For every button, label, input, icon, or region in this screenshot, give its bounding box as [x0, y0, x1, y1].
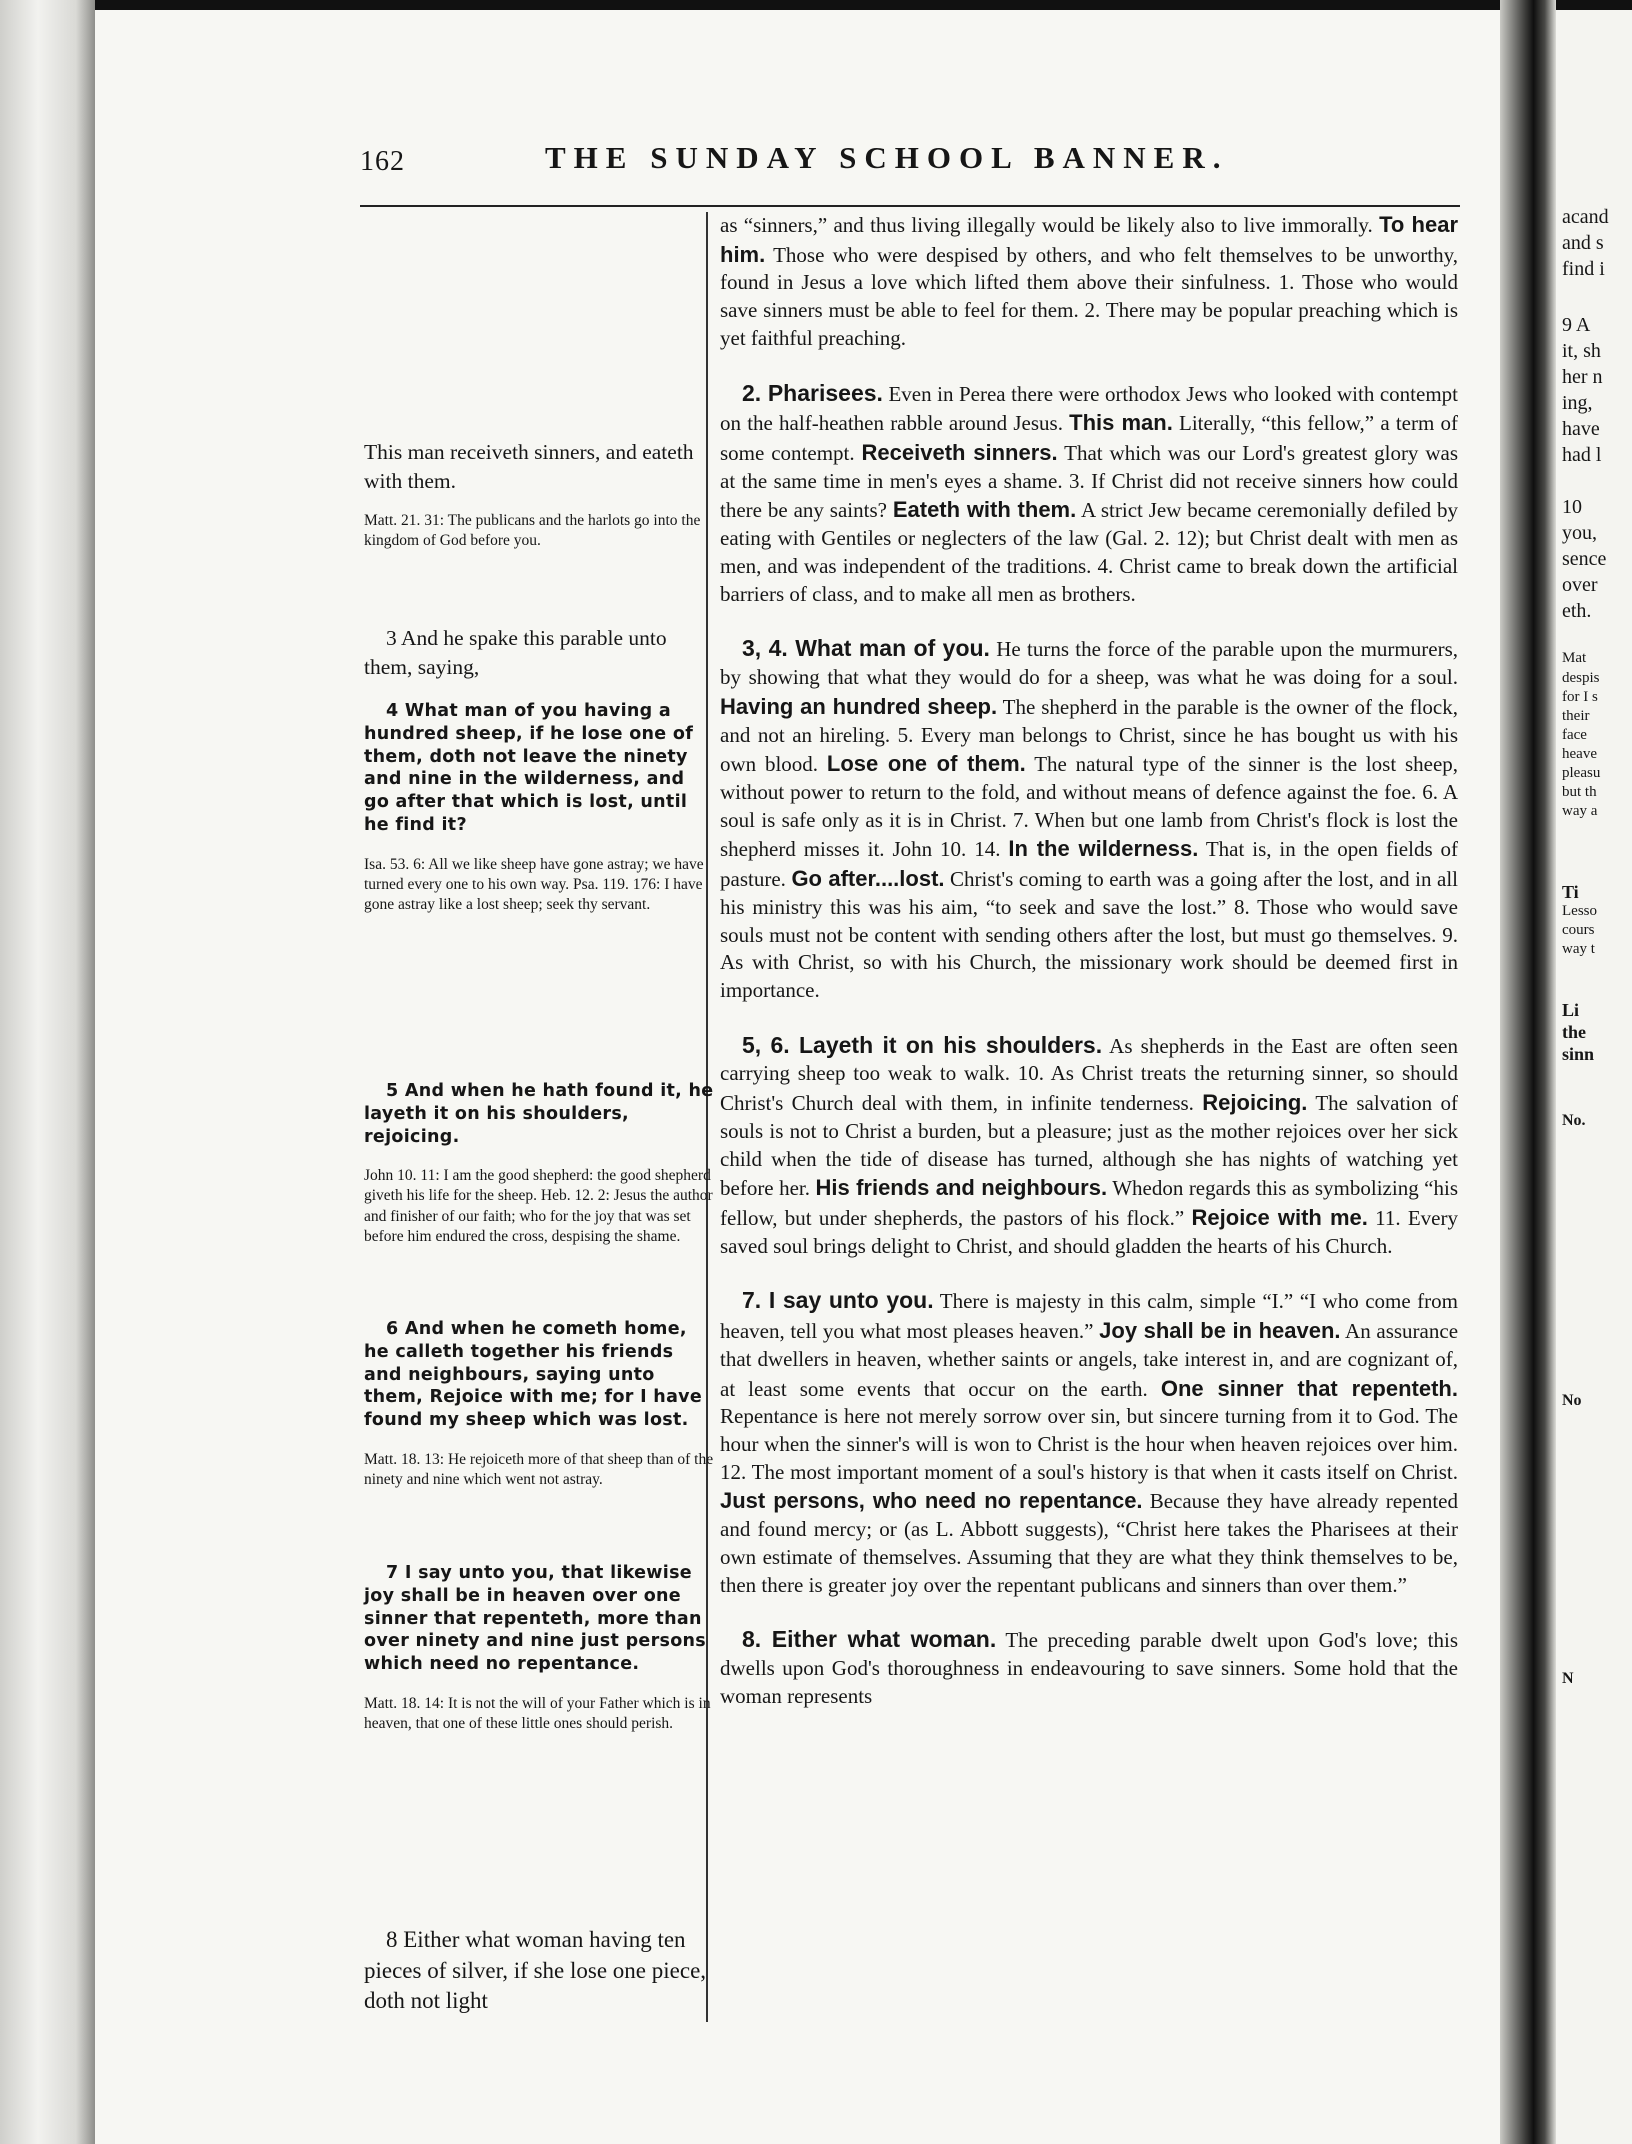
note-text: Literally, “this fellow,” a term of some contempt. [720, 411, 1459, 466]
note-keyword: Receiveth sinners. [861, 440, 1058, 466]
next-page-fragment: 10 [1562, 496, 1582, 518]
page-number: 162 [360, 146, 405, 177]
next-page-fragment: you, [1562, 522, 1597, 544]
verse-7-reference: Matt. 18. 14: It is not the will of your Father which is in heaven, that one of these little ones should perish. [364, 1694, 711, 1732]
verse-8-block [364, 1925, 714, 2017]
next-page-fragment: despis [1562, 670, 1600, 686]
book-gutter-shadow [1500, 0, 1556, 2144]
note-keyword: 5, 6. Layeth it on his shoulders. [742, 1031, 1103, 1058]
verse-7-block [364, 1562, 714, 1734]
next-page-fragment: N [1562, 1670, 1574, 1687]
next-page-fragment: had l [1562, 444, 1602, 466]
note-keyword: Go after....lost. [791, 866, 945, 892]
next-page-fragment: 9 A [1562, 314, 1591, 336]
next-page-fragment: over [1562, 574, 1598, 596]
note-text: Even in Perea there were orthodox Jews who looked with contempt on the half-heathen rabble around Jesus. [720, 381, 1458, 436]
verse-5-text: 5 And when he hath found it, he layeth it on his shoulders, rejoicing. [364, 1081, 714, 1147]
note-text: A strict Jew became ceremonially defiled by eating with Gentiles or neglecters of the law (Gal. 2. 12); but Christ dealt with men as men, and was independent of the traditions. 4. Christ came to break down the artificial barriers of class, and to make all men as brothers. [720, 498, 1458, 606]
next-page-fragment: Ti [1562, 882, 1579, 902]
verse-5-block [364, 1080, 714, 1247]
next-page-fragment: cours [1562, 922, 1595, 938]
note-keyword: Rejoice with me. [1191, 1205, 1368, 1230]
note-keyword: Just persons, who need no repentance. [720, 1488, 1143, 1514]
note-text: An assurance that dwellers in heaven, whether saints or angels, take interest in, and are cognizant of, at least some events that occur on the earth. [720, 1319, 1459, 1401]
next-page-fragment: the [1562, 1022, 1586, 1042]
note-paragraph-1 [720, 210, 1458, 353]
note-text: Repentance is here not merely sorrow over sin, but sincere turning from it to God. The hour when the sinner's will is won to Christ is the hour when heaven rejoices over him. 12. The most important moment of a soul's history is that when it casts itself on Christ. [720, 1404, 1458, 1484]
next-page-fragment: pleasu [1562, 765, 1601, 781]
verse-2-text: This man receiveth sinners, and eateth with them. [364, 440, 694, 493]
note-text: as “sinners,” and thus living illegally would be likely also to live immorally. [720, 213, 1373, 237]
note-text: Because they have already repented and found mercy; or (as L. Abbott suggests), “Christ here takes the Pharisees at their own estimate of themselves. Assuming that they are what they think themselves to be, then there is greater joy over the repentant publicans and sinners than over them.” [720, 1489, 1459, 1597]
running-head: THE SUNDAY SCHOOL BANNER. [545, 140, 1229, 175]
note-text: That which was our Lord's greatest glory was at the same time in men's eyes a shame. 3. If Christ did not receive sinners how could there be any saints? [720, 441, 1458, 523]
next-page-fragment: find i [1562, 258, 1605, 280]
note-paragraph-3 [720, 633, 1458, 1004]
next-page-fragment: acand [1562, 206, 1609, 228]
next-page-fragment: have [1562, 418, 1600, 440]
note-text: 11. Every saved soul brings delight to Christ, and should gladden the hearts of his Church. [720, 1206, 1458, 1258]
next-page-fragment: eth. [1562, 600, 1592, 622]
verse-3-block [364, 624, 714, 681]
next-page-fragment: ing, [1562, 392, 1593, 414]
next-page-fragment: face [1562, 727, 1587, 743]
note-text: Whedon regards this as symbolizing “his fellow, but under shepherds, the pastors of his flock.” [720, 1176, 1459, 1230]
next-page-fragment: way a [1562, 803, 1598, 819]
note-keyword: 8. Either what woman. [742, 1626, 997, 1653]
verse-4-reference: Isa. 53. 6: All we like sheep have gone astray; we have turned every one to his own way. Psa. 119. 176: I have gone astray like a lost sheep; seek thy servant. [364, 855, 704, 913]
note-keyword: Lose one of them. [826, 751, 1026, 777]
verse-6-reference: Matt. 18. 13: He rejoiceth more of that sheep than of the ninety and nine which went not astray. [364, 1450, 714, 1488]
note-text: The preceding parable dwelt upon God's love; this dwells upon God's thoroughness in endeavouring to save sinners. Some hold that the woman represents [720, 1628, 1459, 1708]
note-keyword: 2. Pharisees. [742, 379, 883, 406]
next-page-fragment: her n [1562, 366, 1603, 388]
next-page-fragment: and s [1562, 232, 1604, 254]
next-page-fragment: for I s [1562, 689, 1598, 705]
note-keyword: His friends and neighbours. [815, 1175, 1108, 1201]
book-spine-edge [0, 0, 95, 2144]
next-page-fragment: Li [1562, 1000, 1580, 1020]
note-keyword: Joy shall be in heaven. [1099, 1318, 1341, 1344]
next-page-fragment: but th [1562, 784, 1597, 800]
verse-2-reference: Matt. 21. 31: The publicans and the harlots go into the kingdom of God before you. [364, 512, 701, 550]
page-header [360, 140, 1460, 180]
note-keyword: Eateth with them. [892, 497, 1077, 523]
note-text: The shepherd in the parable is the owner of the flock, and not an hireling. 5. Every man belongs to Christ, since he has bought us with his own blood. [720, 694, 1458, 777]
verse-6-text: 6 And when he cometh home, he calleth together his friends and neighbours, saying unto them, Rejoice with me; for I have found my sheep which was lost. [364, 1319, 703, 1430]
note-text: The salvation of souls is not to Christ a burden, but a pleasure; just as the mother rejoices over her sick child when the tide of disease has turned, although she has nights of watching yet before her. [720, 1091, 1458, 1201]
next-page-fragment: Lesso [1562, 903, 1597, 919]
note-text: He turns the force of the parable upon the murmurers, by showing that what they would do for a sheep, was what he was doing for a soul. [720, 637, 1458, 690]
verse-7-text: 7 I say unto you, that likewise joy shall be in heaven over one sinner that repenteth, more than over ninety and nine just persons which need no repentance. [364, 1563, 707, 1674]
note-text: As shepherds in the East are often seen carrying sheep too weak to walk. 10. As Christ treats the returning sinner, so should Christ's Church deal with them, in infinite tenderness. [720, 1033, 1458, 1116]
verse-3-text: 3 And he spake this parable unto them, saying, [364, 626, 667, 679]
note-paragraph-5 [720, 1285, 1458, 1599]
note-keyword: 3, 4. What man of you. [742, 635, 990, 662]
header-rule [360, 205, 1460, 207]
notes-column [720, 210, 1458, 1711]
next-page-fragment: No [1562, 1392, 1582, 1409]
next-page-fragment: No. [1562, 1112, 1586, 1129]
next-page-fragment: heave [1562, 746, 1597, 762]
note-keyword: In the wilderness. [1008, 836, 1199, 862]
next-page-fragment: it, sh [1562, 340, 1601, 362]
note-text: There is majesty in this calm, simple “I.” “I who come from heaven, tell you what most pleases heaven.” [720, 1289, 1458, 1344]
verse-8-text: 8 Either what woman having ten pieces of silver, if she lose one piece, doth not light [364, 1927, 707, 2014]
note-keyword: Rejoicing. [1202, 1090, 1308, 1116]
next-page-fragment: Mat [1562, 650, 1587, 666]
note-paragraph-2 [720, 378, 1458, 609]
note-text: That is, in the open fields of pasture. [720, 837, 1459, 892]
note-keyword: This man. [1069, 410, 1173, 436]
verse-5-reference: John 10. 11: I am the good shepherd: the good shepherd giveth his life for the sheep. Heb. 12. 2: Jesus the author and finisher of our faith; who for the joy that was set before him endured the cross, despising the shame. [364, 1167, 713, 1245]
next-page-fragment: way t [1562, 941, 1595, 957]
note-text: The natural type of the sinner is the lost sheep, without power to return to the fold, and without means of defence against the foe. 6. A soul is safe only as it is in Christ. 7. When but one lamb from Christ's flock is lost the shepherd misses it. John 10. 14. [720, 752, 1459, 862]
note-keyword: 7. I say unto you. [742, 1287, 934, 1314]
verse-4-block [364, 700, 714, 915]
verse-6-block [364, 1318, 714, 1490]
next-page-fragment: sence [1562, 548, 1607, 570]
next-page-fragment: their [1562, 708, 1590, 724]
note-paragraph-4 [720, 1030, 1458, 1261]
note-paragraph-6 [720, 1624, 1458, 1710]
verse-4-text: 4 What man of you having a hundred sheep, if he lose one of them, doth not leave the ninety and nine in the wilderness, and go after that which is lost, until he find it? [364, 701, 694, 835]
note-keyword: One sinner that repenteth. [1160, 1375, 1458, 1401]
note-keyword: Having an hundred sheep. [720, 693, 998, 719]
next-page-fragment: sinn [1562, 1044, 1595, 1064]
note-text: Those who were despised by others, and who felt themselves to be unworthy, found in Jesus a love which lifted them above their sinfulness. 1. Those who would save sinners must be able to feel for them. 2. There may be popular preaching which is yet faithful preaching. [720, 242, 1458, 350]
verse-2-block [364, 438, 714, 551]
next-page-edge [1556, 10, 1632, 2144]
note-keyword: To hear him. [720, 212, 1459, 267]
note-text: Christ's coming to earth was a going after the lost, and in all his ministry this was his aim, “to seek and save the lost.” 8. Those who would save souls must not be content with sending others after the lost, but must go themselves. 9. As with Christ, so with his Church, the missionary work should be deemed first in importance. [720, 867, 1459, 1002]
